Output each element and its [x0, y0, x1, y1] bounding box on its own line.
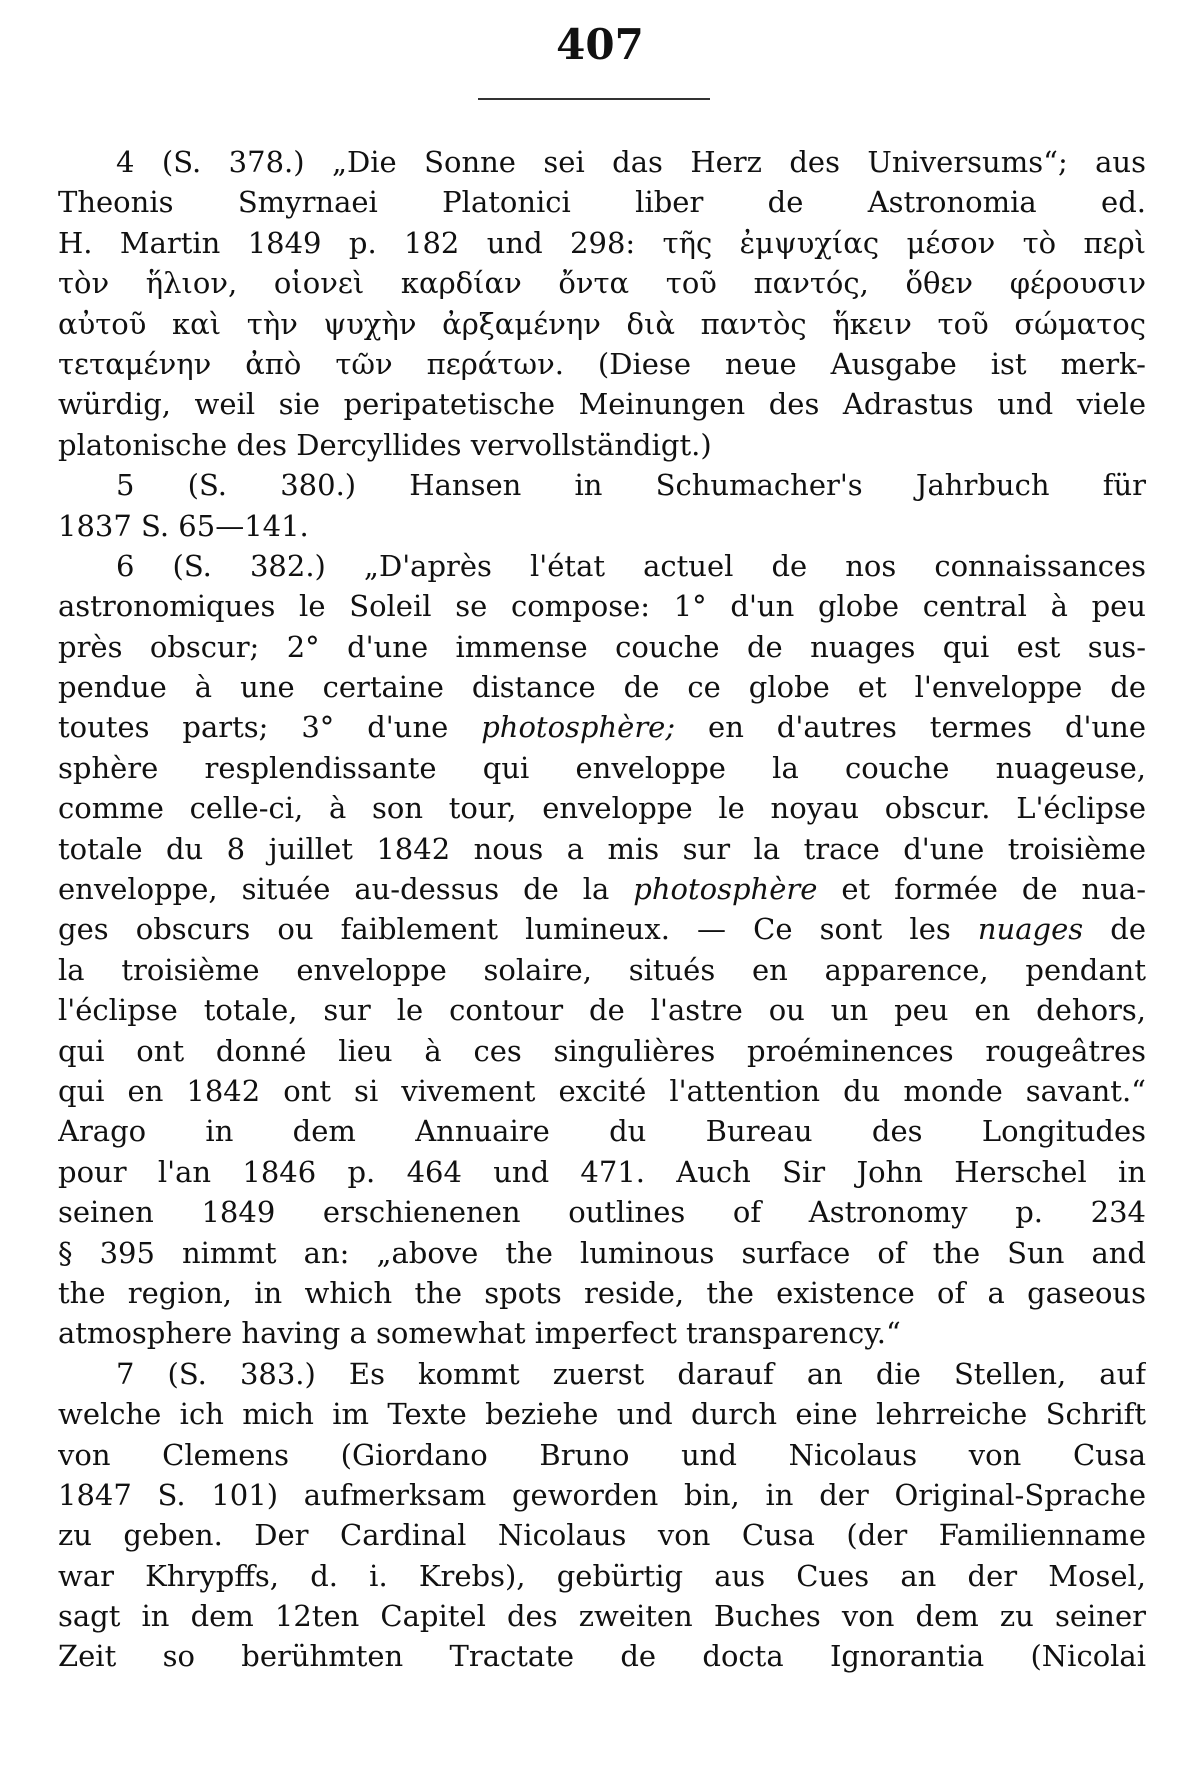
text-line	[58, 1313, 1146, 1353]
text-line	[58, 1233, 1146, 1273]
italic-text: photosphère;	[481, 710, 676, 745]
text-segment: 7 (S. 383.) Es kommt zuerst darauf an die Stellen, auf	[116, 1356, 1146, 1391]
text-segment: 1847 S. 101) aufmerksam geworden bin, in der Original-Sprache	[58, 1477, 1146, 1512]
header-rule	[478, 98, 710, 100]
text-line	[58, 1475, 1146, 1515]
text-line	[58, 950, 1146, 990]
text-line	[58, 506, 1146, 546]
text-line	[58, 1192, 1146, 1232]
text-line	[58, 748, 1146, 788]
text-line	[58, 1071, 1146, 1111]
text-segment: 1837 S. 65—141.	[58, 508, 309, 543]
text-segment: 4 (S. 378.) „Die Sonne sei das Herz des Universums“; aus	[116, 145, 1146, 179]
text-segment: αὐτοῦ καὶ τὴν ψυχὴν ἀρξαμένην διὰ παντὸς ἥκειν τοῦ σώματος	[58, 306, 1146, 341]
text-line	[58, 344, 1146, 384]
text-line	[58, 1152, 1146, 1192]
text-line	[58, 263, 1146, 303]
text-segment: the region, in which the spots reside, the existence of a gaseous	[58, 1275, 1146, 1310]
text-line	[58, 829, 1146, 869]
text-line	[58, 182, 1146, 222]
text-segment: pendue à une certaine distance de ce globe et l'enveloppe de	[58, 670, 1146, 705]
text-segment: seinen 1849 erschienenen outlines of Astronomy p. 234	[58, 1195, 1146, 1230]
text-segment: enveloppe, située au-dessus de la	[58, 872, 634, 907]
text-segment: qui ont donné lieu à ces singulières proéminences rougeâtres	[58, 1033, 1146, 1068]
text-segment: 6 (S. 382.) „D'après l'état actuel de nos connaissances	[116, 548, 1146, 583]
text-line	[58, 465, 1146, 505]
text-segment: en d'autres termes d'une	[675, 710, 1146, 745]
text-line	[58, 1596, 1146, 1636]
text-line	[58, 304, 1146, 344]
text-segment: Zeit so berühmten Tractate de docta Ignorantia (Nicolai	[58, 1639, 1146, 1674]
text-segment: war Khrypffs, d. i. Krebs), gebürtig aus Cues an der Mosel,	[58, 1558, 1146, 1593]
text-line	[58, 1394, 1146, 1434]
text-segment: τεταμένην ἀπὸ τῶν περάτων. (Diese neue Ausgabe ist merk-	[58, 346, 1146, 381]
text-segment: ges obscurs ou faiblement lumineux. — Ce sont les	[58, 912, 978, 947]
text-segment: totale du 8 juillet 1842 nous a mis sur la trace d'une troisième	[58, 831, 1146, 866]
text-segment: l'éclipse totale, sur le contour de l'astre ou un peu en dehors,	[58, 993, 1146, 1028]
text-line	[58, 223, 1146, 263]
text-segment: welche ich mich im Texte beziehe und durch eine lehrreiche Schrift	[58, 1397, 1146, 1432]
text-segment: pour l'an 1846 p. 464 und 471. Auch Sir John Herschel in	[58, 1154, 1146, 1189]
text-segment: qui en 1842 ont si vivement excité l'attention du monde savant.“	[58, 1073, 1146, 1108]
text-segment: atmosphere having a somewhat imperfect transparency.“	[58, 1316, 901, 1351]
text-line	[58, 1556, 1146, 1596]
text-line	[58, 627, 1146, 667]
text-segment: würdig, weil sie peripatetische Meinungen des Adrastus und viele	[58, 387, 1146, 422]
page-number: 407	[556, 20, 644, 69]
text-line	[58, 869, 1146, 909]
text-line	[58, 707, 1146, 747]
text-segment: platonische des Dercyllides vervollständigt.)	[58, 427, 712, 462]
text-segment: de	[1083, 912, 1146, 947]
footnotes-body	[58, 142, 1146, 1677]
italic-text: nuages	[977, 912, 1084, 947]
text-line	[58, 142, 1146, 182]
text-line	[58, 1354, 1146, 1394]
text-segment: 5 (S. 380.) Hansen in Schumacher's Jahrbuch für	[116, 468, 1146, 503]
text-line	[58, 1435, 1146, 1475]
text-line	[58, 1515, 1146, 1555]
text-line	[58, 1636, 1146, 1676]
text-line	[58, 546, 1146, 586]
text-segment: sphère resplendissante qui enveloppe la couche nuageuse,	[58, 750, 1146, 785]
text-line	[58, 1031, 1146, 1071]
text-segment: sagt in dem 12ten Capitel des zweiten Buches von dem zu seiner	[58, 1599, 1146, 1634]
text-line	[58, 384, 1146, 424]
text-line	[58, 1111, 1146, 1151]
text-line	[58, 425, 1146, 465]
text-line	[58, 909, 1146, 949]
text-segment: la troisième enveloppe solaire, situés en apparence, pendant	[58, 952, 1146, 987]
text-line	[58, 586, 1146, 626]
text-line	[58, 667, 1146, 707]
text-segment: H. Martin 1849 p. 182 und 298: τῆς ἐμψυχίας μέσον τὸ περὶ	[58, 225, 1146, 260]
text-segment: astronomiques le Soleil se compose: 1° d'un globe central à peu	[58, 589, 1146, 624]
text-line	[58, 1273, 1146, 1313]
text-line	[58, 788, 1146, 828]
text-segment: près obscur; 2° d'une immense couche de nuages qui est sus-	[58, 629, 1146, 664]
text-segment: von Clemens (Giordano Bruno und Nicolaus von Cusa	[58, 1437, 1146, 1472]
text-line	[58, 990, 1146, 1030]
text-segment: comme celle-ci, à son tour, enveloppe le noyau obscur. L'éclipse	[58, 791, 1146, 826]
text-segment: § 395 nimmt an: „above the luminous surface of the Sun and	[58, 1235, 1146, 1270]
text-segment: zu geben. Der Cardinal Nicolaus von Cusa (der Familienname	[58, 1518, 1146, 1553]
text-segment: τὸν ἥλιον, οἱονεὶ καρδίαν ὄντα τοῦ παντός, ὅθεν φέρουσιν	[58, 266, 1146, 301]
text-segment: Theonis Smyrnaei Platonici liber de Astronomia ed.	[58, 185, 1146, 220]
text-segment: Arago in dem Annuaire du Bureau des Longitudes	[58, 1114, 1146, 1149]
italic-text: photosphère	[633, 872, 818, 907]
text-segment: toutes parts; 3° d'une	[58, 710, 482, 745]
text-segment: et formée de nua-	[817, 872, 1146, 907]
